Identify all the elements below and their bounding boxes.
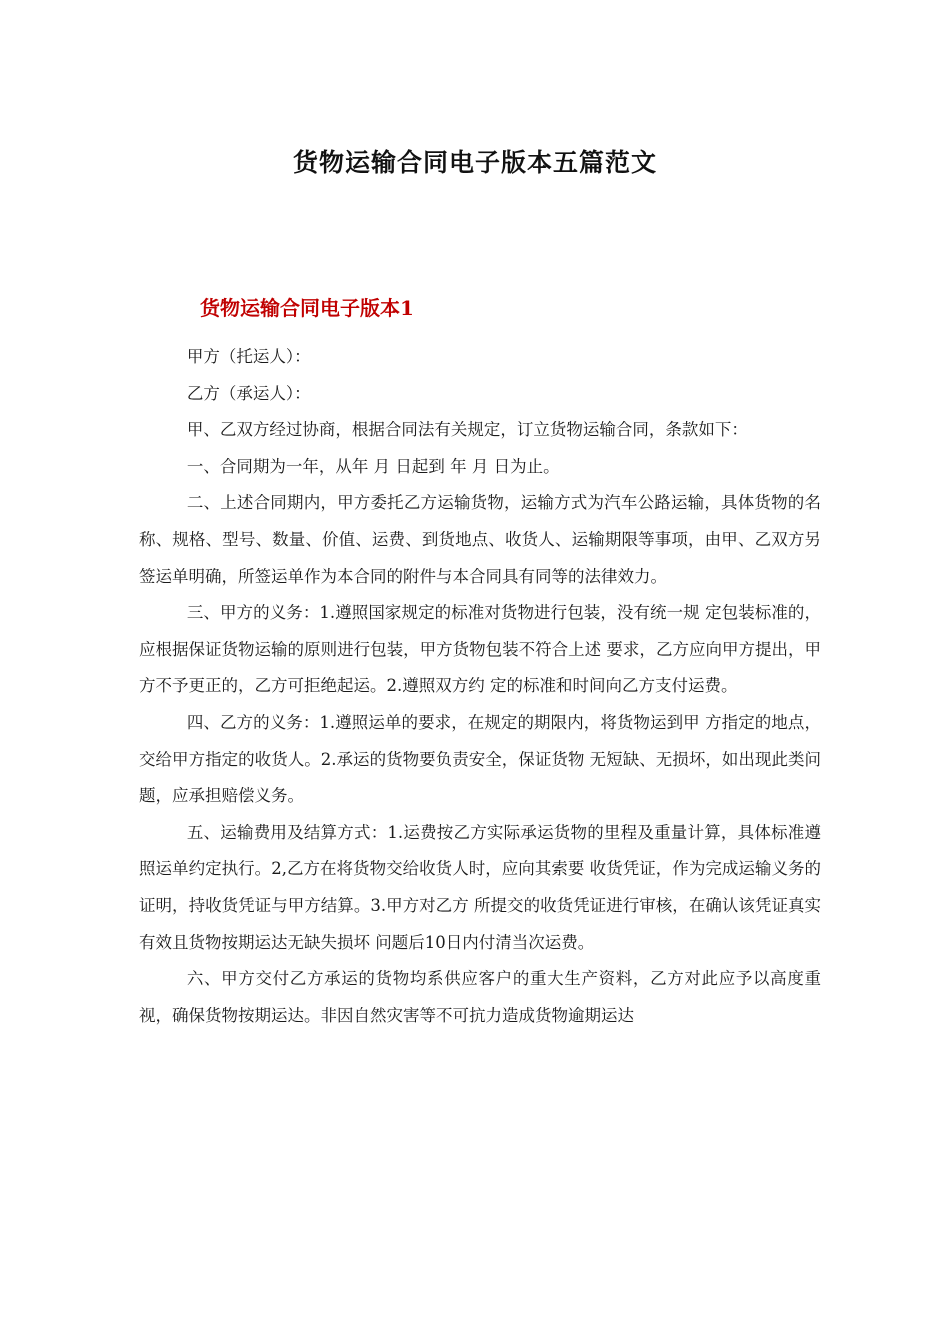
clause-2: 二、上述合同期内，甲方委托乙方运输货物，运输方式为汽车公路运输，具体货物的名称、规格、型号、数量、价值、运费、到货地点、收货人、运输期限等事项，由甲、乙双方另签运单明确，所签运单作为本合同的附件与本合同具有同等的法律效力。 xyxy=(139,493,821,586)
party-b-line: 乙方（承运人）： xyxy=(186,383,311,403)
clause-6: 六、甲方交付乙方承运的货物均系供应客户的重大生产资料，乙方对此应予以高度重视，确保货物按期运达。非因自然灾害等不可抗力造成货物逾期运达 xyxy=(139,969,821,1025)
document-title: 货物运输合同电子版本五篇范文 xyxy=(292,148,657,177)
contract-body xyxy=(139,339,821,1034)
clause-1: 一、合同期为一年，从年 月 日起到 年 月 日为止。 xyxy=(186,456,560,476)
party-a-line: 甲方（托运人）： xyxy=(186,347,311,366)
clause-4: 四、乙方的义务：1.遵照运单的要求，在规定的期限内，将货物运到甲 方指定的地点，交给甲方指定的收货人。2.承运的货物要负责安全，保证货物 无短缺、无损坏，如出现此类问题，应承担赔偿义务。 xyxy=(139,712,821,806)
section-heading: 货物运输合同电子版本1 xyxy=(200,296,414,320)
clause-5: 五、运输费用及结算方式：1.运费按乙方实际承运货物的里程及重量计算，具体标准遵照运单约定执行。2,乙方在将货物交给收货人时，应向其索要 收货凭证，作为完成运输义务的证明，持收货凭证与甲方结算。3.甲方对乙方 所提交的收货凭证进行审核，在确认该凭证真实有效且货物按期运达无缺失损坏 问题后10日内付清当次运费。 xyxy=(139,822,821,952)
intro-paragraph: 甲、乙双方经过协商，根据合同法有关规定，订立货物运输合同，条款如下： xyxy=(186,420,748,440)
clause-3: 三、甲方的义务：1.遵照国家规定的标准对货物进行包装，没有统一规 定包装标准的，应根据保证货物运输的原则进行包装，甲方货物包装不符合上述 要求，乙方应向甲方提出，甲方不予更正的，乙方可拒绝起运。2.遵照双方约 定的标准和时间向乙方支付运费。 xyxy=(139,603,821,696)
